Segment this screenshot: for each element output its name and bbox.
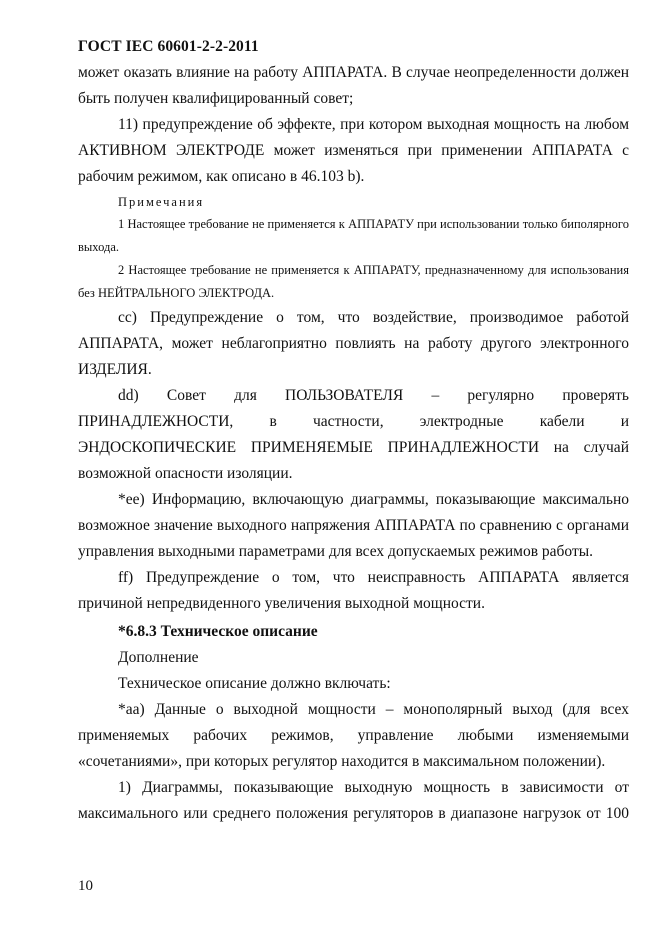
page-number: 10 bbox=[78, 878, 93, 894]
note-1: 1 Настоящее требование не применяется к АППАРАТУ при использовании только биполярного выхода. bbox=[78, 217, 629, 254]
body-text bbox=[78, 60, 629, 827]
paragraph-item-ee: *ee) Информацию, включающую диаграммы, показывающие максимально возможное значение выходного напряжения АППАРАТА по сравнению с органами управления выходными параметрами для всех допускаемых режимов работы. bbox=[78, 491, 629, 560]
paragraph-item-1: 1) Диаграммы, показывающие выходную мощность в зависимости от максимального или среднего положения регуляторов в диапазоне нагрузок от 100 bbox=[78, 779, 629, 822]
notes-block bbox=[78, 190, 629, 305]
paragraph-item-11: 11) предупреждение об эффекте, при котором выходная мощность на любом АКТИВНОМ ЭЛЕКТРОДЕ может изменяться при применении АППАРАТА с рабочим режимом, как описано в 46.103 b). bbox=[78, 116, 629, 185]
notes-heading: Примечания bbox=[118, 195, 205, 209]
paragraph-item-ff: ff) Предупреждение о том, что неисправность АППАРАТА является причиной непредвиденного увеличения выходной мощности. bbox=[78, 569, 629, 612]
paragraph-item-dd: dd) Совет для ПОЛЬЗОВАТЕЛЯ – регулярно проверять ПРИНАДЛЕЖНОСТИ, в частности, электродные кабели и ЭНДОСКОПИЧЕСКИЕ ПРИМЕНЯЕМЫЕ ПРИНАДЛЕЖНОСТИ на случай возможной опасности изоляции. bbox=[78, 387, 629, 482]
paragraph-continuation: может оказать влияние на работу АППАРАТА. В случае неопределенности должен быть получен квалифицированный совет; bbox=[78, 64, 629, 107]
note-2: 2 Настоящее требование не применяется к АППАРАТУ, предназначенному для использования без НЕЙТРАЛЬНОГО ЭЛЕКТРОДА. bbox=[78, 263, 629, 300]
standard-header: ГОСТ IEC 60601-2-2-2011 bbox=[78, 38, 259, 55]
paragraph-item-aa: *aa) Данные о выходной мощности – монополярный выход (для всех применяемых рабочих режимов, управление любыми изменяемыми «сочетаниями», при которых регулятор находится в максимальном положении). bbox=[78, 701, 629, 770]
paragraph-item-cc: cc) Предупреждение о том, что воздействие, производимое работой АППАРАТА, может неблагоприятно повлиять на работу другого электронного ИЗДЕЛИЯ. bbox=[78, 309, 629, 378]
section-heading: *6.8.3 Техническое описание bbox=[118, 623, 318, 640]
paragraph-intro: Техническое описание должно включать: bbox=[118, 675, 391, 692]
paragraph-addition: Дополнение bbox=[118, 649, 199, 666]
